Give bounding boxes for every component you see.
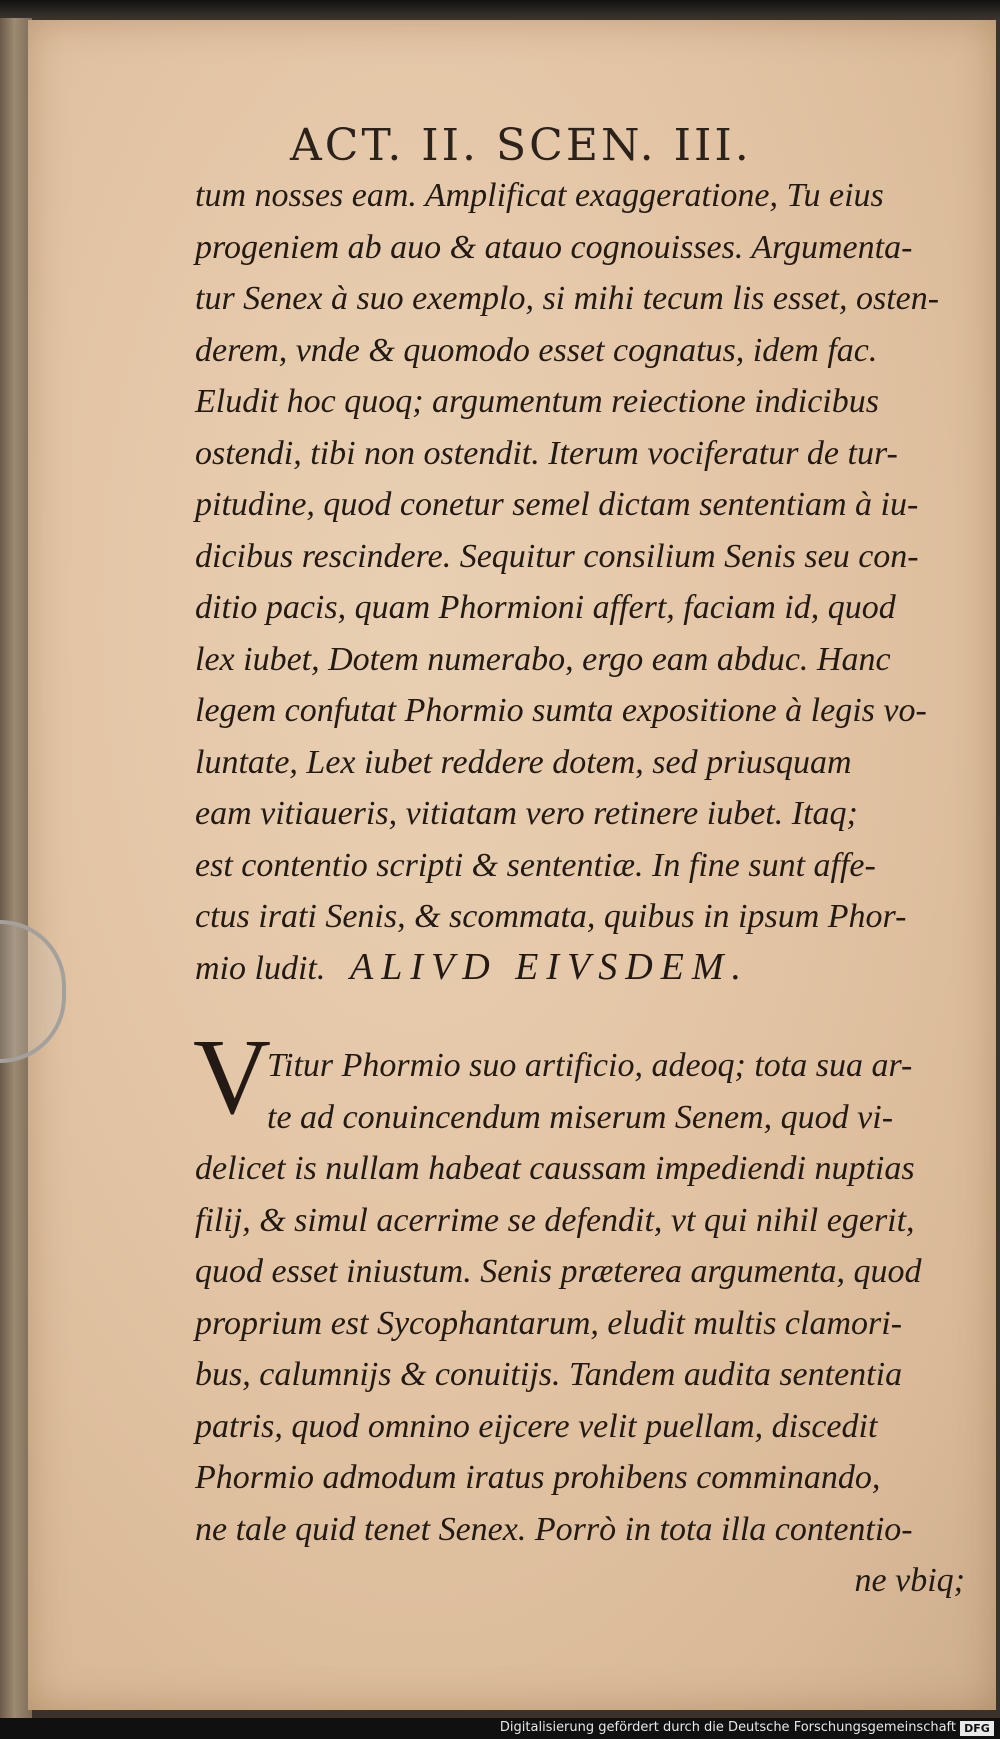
text-line: quod esset iniustum. Senis præterea argumenta, quod bbox=[195, 1253, 922, 1290]
digitization-credit: Digitalisierung gefördert durch die Deutsche Forschungsgemeinschaft bbox=[499, 1720, 956, 1735]
text-line: Titur Phormio suo artificio, adeoq; tota sua ar- bbox=[267, 1047, 913, 1084]
text-line: bus, calumnijs & conuitijs. Tandem audita sententia bbox=[195, 1356, 903, 1393]
text-line: mio ludit. bbox=[195, 949, 326, 987]
text-line: derem, vnde & quomodo esset cognatus, idem fac. bbox=[195, 331, 878, 369]
text-line: ditio pacis, quam Phormioni affert, faciam id, quod bbox=[195, 589, 896, 626]
section-title: ALIVD EIVSDEM. bbox=[350, 946, 750, 988]
text-line: Eludit hoc quoq; argumentum reiectione indicibus bbox=[195, 383, 879, 420]
text-line: progeniem ab auo & atauo cognouisses. Argumenta- bbox=[195, 228, 913, 266]
text-line: est contentio scripti & sententiæ. In fine sunt affe- bbox=[195, 846, 876, 884]
text-line: dicibus rescindere. Sequitur consilium Senis seu con- bbox=[195, 537, 919, 575]
running-header: ACT. II. SCEN. III. bbox=[290, 120, 752, 171]
text-line: te ad conuincendum miserum Senem, quod vi- bbox=[267, 1098, 894, 1136]
text-line: lex iubet, Dotem numerabo, ergo eam abduc. Hanc bbox=[195, 640, 891, 678]
text-line: pitudine, quod conetur semel dictam sententiam à iu- bbox=[195, 486, 919, 523]
text-line: ne tale quid tenet Senex. Porrò in tota illa contentio- bbox=[195, 1510, 913, 1548]
catchword: ne vbiq; bbox=[854, 1562, 965, 1599]
text-line: delicet is nullam habeat caussam impediendi nuptias bbox=[195, 1150, 915, 1187]
text-line: luntate, Lex iubet reddere dotem, sed priusquam bbox=[195, 743, 852, 781]
dfg-logo: DFG bbox=[960, 1721, 994, 1736]
paragraph-aliud bbox=[195, 1040, 965, 1607]
text-line: patris, quod omnino eijcere velit puellam, discedit bbox=[195, 1407, 878, 1445]
text-line: eam vitiaueris, vitiatam vero retinere iubet. Itaq; bbox=[195, 795, 858, 832]
text-line: ctus irati Senis, & scommata, quibus in ipsum Phor- bbox=[195, 898, 907, 935]
paragraph-argument bbox=[195, 170, 965, 994]
text-line: tum nosses eam. Amplificat exaggeratione, Tu eius bbox=[195, 177, 884, 214]
drop-cap: V bbox=[193, 1018, 271, 1137]
text-line: tur Senex à suo exemplo, si mihi tecum lis esset, osten- bbox=[195, 280, 940, 317]
text-line: filij, & simul acerrime se defendit, vt qui nihil egerit, bbox=[195, 1201, 915, 1239]
scan-top-shadow bbox=[0, 0, 1000, 18]
text-line: Phormio admodum iratus prohibens comminando, bbox=[195, 1459, 881, 1496]
text-line: proprium est Sycophantarum, eludit multis clamori- bbox=[195, 1304, 903, 1342]
text-line: legem confutat Phormio sumta expositione à legis vo- bbox=[195, 692, 927, 729]
text-line: ostendi, tibi non ostendit. Iterum vociferatur de tur- bbox=[195, 434, 898, 472]
